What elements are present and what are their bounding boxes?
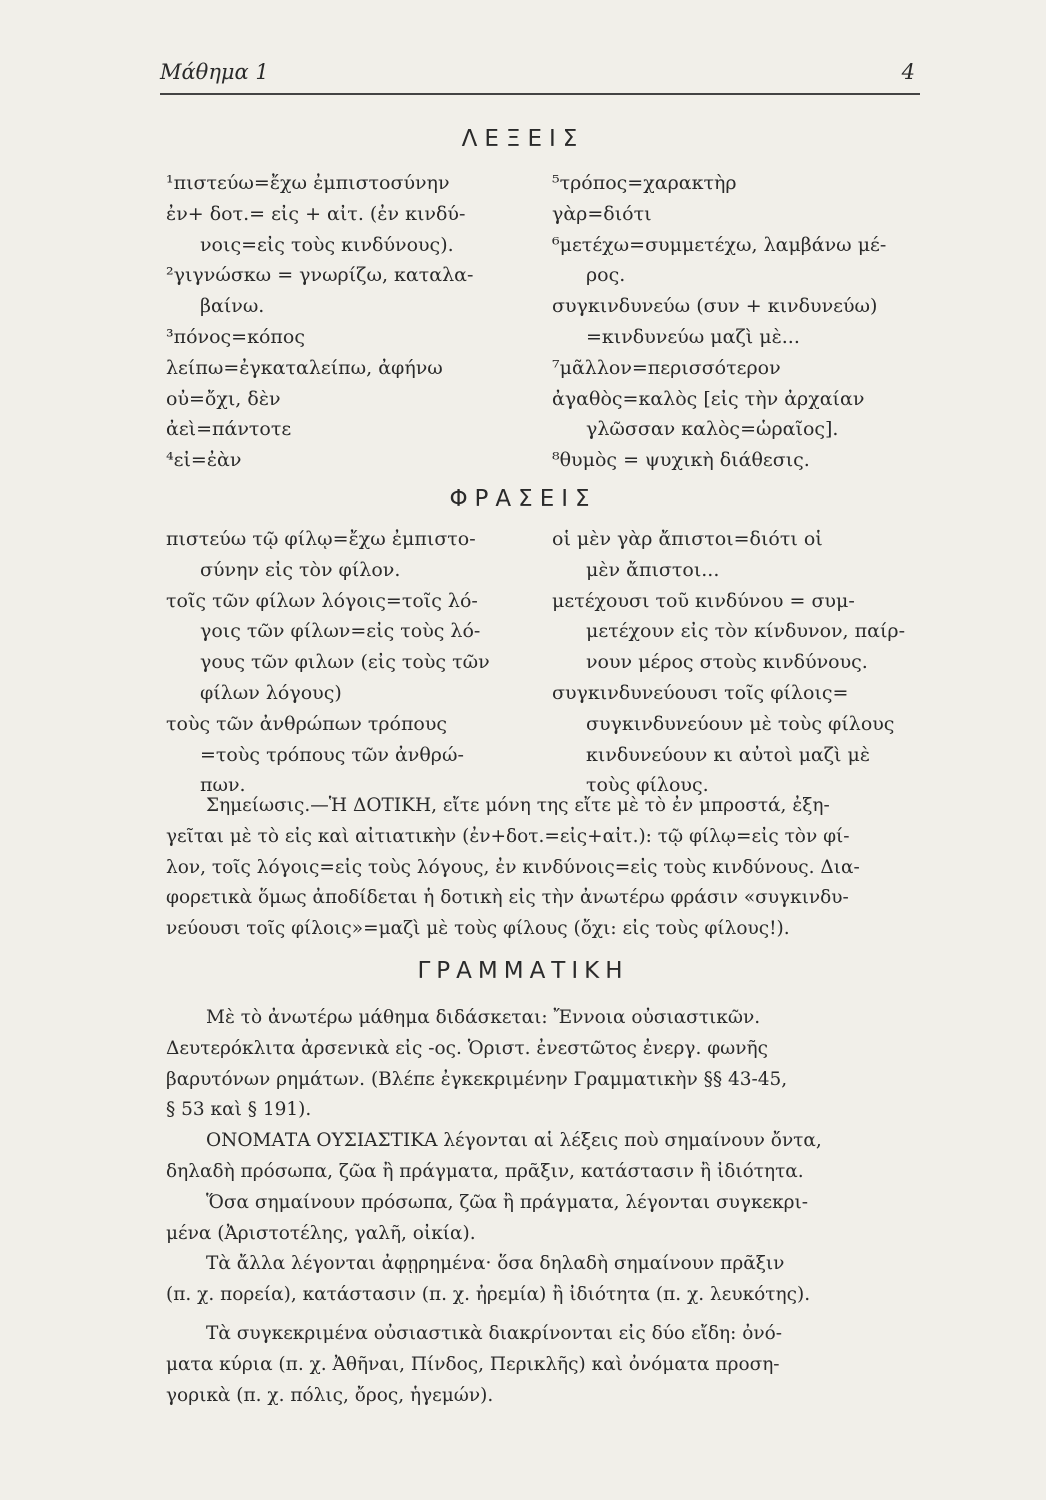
- page-number: 4: [901, 60, 915, 84]
- grammar-line: Ὅσα σημαίνουν πρόσωπα, ζῶα ἢ πράγματα, λέγονται συγκεκρι-: [206, 1191, 809, 1213]
- fraseis-entry-line: μετέχουσι τοῦ κινδύνου = συμ-: [552, 589, 855, 612]
- fraseis-left-column: [166, 524, 536, 801]
- fraseis-heading: ΦΡΑΣΕΙΣ: [449, 486, 597, 512]
- lexeis-entry-line: ἐν+ δοτ.= εἰς + αἰτ. (ἐν κινδύ-: [166, 202, 466, 225]
- lexeis-entry-line: γλῶσσαν καλὸς=ὡραῖος].: [586, 418, 839, 441]
- header-rule: [160, 93, 920, 95]
- fraseis-entry-line: οἱ μὲν γὰρ ἄπιστοι=διότι οἱ: [552, 528, 823, 550]
- grammar-line: Τὰ συγκεκριμένα οὐσιαστικὰ διακρίνονται εἰς δύο εἴδη: ὀνό-: [206, 1322, 783, 1344]
- fraseis-entry-line: γοις τῶν φίλων=εἰς τοὺς λό-: [200, 620, 481, 643]
- fraseis-entry-line: φίλων λόγους): [200, 681, 342, 704]
- grammar-line: Τὰ ἄλλα λέγονται ἀφῃρημένα· ὅσα δηλαδὴ σημαίνουν πρᾶξιν: [206, 1253, 785, 1275]
- lexeis-entry-line: συγκινδυνεύω (συν + κινδυνεύω): [552, 295, 878, 318]
- lexeis-entry-line: ἀγαθὸς=καλὸς [εἰς τὴν ἀρχαίαν: [552, 387, 865, 410]
- fraseis-entry-line: μετέχουν εἰς τὸν κίνδυνον, παίρ-: [586, 620, 905, 643]
- lexeis-entry-line: =κινδυνεύω μαζὶ μὲ...: [586, 325, 800, 348]
- lexeis-right-column: [552, 168, 932, 476]
- lexeis-entry-line: ⁷μᾶλλον=περισσότερον: [552, 356, 781, 379]
- lexeis-entry-line: ρος.: [586, 264, 626, 287]
- fraseis-entry-line: νουν μέρος στοὺς κινδύνους.: [586, 651, 868, 674]
- fraseis-entry-line: μὲν ἄπιστοι...: [586, 558, 720, 581]
- fraseis-entry-line: σύνην εἰς τὸν φίλον.: [200, 558, 401, 581]
- lexeis-entry-line: ¹πιστεύω=ἔχω ἐμπιστοσύνην: [166, 172, 450, 194]
- lexeis-entry-line: νοις=εἰς τοὺς κινδύνους).: [200, 233, 454, 256]
- grammatiki-body: [166, 1003, 926, 1411]
- paragraph-gap: [166, 1311, 926, 1319]
- grammar-line: (π. χ. πορεία), κατάστασιν (π. χ. ἠρεμία) ἢ ἰδιότητα (π. χ. λευκότης).: [166, 1284, 811, 1306]
- grammar-line: ΟΝΟΜΑΤΑ ΟΥΣΙΑΣΤΙΚΑ λέγονται αἱ λέξεις ποὺ σημαίνουν ὄντα,: [206, 1130, 822, 1152]
- fraseis-entry-line: γους τῶν φιλων (εἰς τοὺς τῶν: [200, 651, 490, 674]
- grammar-line: γορικὰ (π. χ. πόλις, ὄρος, ἡγεμών).: [166, 1384, 494, 1406]
- grammatiki-heading: ΓΡΑΜΜΑΤΙΚΗ: [417, 958, 629, 984]
- lexeis-heading: ΛΕΞΕΙΣ: [461, 126, 585, 152]
- lexeis-entry-line: βαίνω.: [200, 295, 265, 318]
- page-header: [160, 60, 915, 94]
- lexeis-entry-line: ⁴εἰ=ἐὰν: [166, 449, 242, 472]
- fraseis-entry-line: τοὺς τῶν ἀνθρώπων τρόπους: [166, 712, 448, 735]
- fraseis-entry-line: συγκινδυνεύουν μὲ τοὺς φίλους: [586, 712, 895, 735]
- lexeis-entry-line: λείπω=ἐγκαταλείπω, ἀφήνω: [166, 356, 443, 379]
- fraseis-right-column: [552, 524, 932, 801]
- lesson-title: Μάθημα 1: [160, 60, 269, 84]
- lexeis-entry-line: ³πόνος=κόπος: [166, 325, 305, 348]
- fraseis-entry-line: πων.: [200, 774, 246, 797]
- note-line: νεύουσι τοῖς φίλοις»=μαζὶ μὲ τοὺς φίλους (ὄχι: εἰς τοὺς φίλους!).: [166, 918, 790, 940]
- note-line: λον, τοῖς λόγοις=εἰς τοὺς λόγους, ἐν κινδύνοις=εἰς τοὺς κινδύνους. Δια-: [166, 856, 860, 878]
- fraseis-entry-line: =τοὺς τρόπους τῶν ἀνθρώ-: [200, 743, 464, 766]
- fraseis-entry-line: πιστεύω τῷ φίλῳ=ἔχω ἐμπιστο-: [166, 528, 476, 550]
- grammar-line: Μὲ τὸ ἀνωτέρω μάθημα διδάσκεται: Ἔννοια οὐσιαστικῶν.: [206, 1007, 761, 1028]
- grammar-line: ματα κύρια (π. χ. Ἀθῆναι, Πίνδος, Περικλῆς) καὶ ὀνόματα προση-: [166, 1353, 780, 1375]
- note-line: γεῖται μὲ τὸ εἰς καὶ αἰτιατικὴν (ἐν+δοτ.=εἰς+αἰτ.): τῷ φίλῳ=εἰς τὸν φί-: [166, 825, 850, 847]
- fraseis-entry-line: κινδυνεύουν κι αὐτοὶ μαζὶ μὲ: [586, 743, 871, 766]
- note-line: Σημείωσις.—Ἡ ΔΟΤΙΚΗ, εἴτε μόνη της εἴτε μὲ τὸ ἐν μπροστά, ἐξη-: [206, 795, 830, 816]
- fraseis-entry-line: τοὺς φίλους.: [586, 774, 709, 797]
- lexeis-entry-line: γὰρ=διότι: [552, 202, 652, 225]
- note-paragraph: [166, 791, 926, 945]
- lexeis-entry-line: ⁸θυμὸς = ψυχικὴ διάθεσις.: [552, 449, 810, 472]
- lexeis-entry-line: ²γιγνώσκω = γνωρίζω, καταλα-: [166, 264, 474, 287]
- lexeis-entry-line: ⁶μετέχω=συμμετέχω, λαμβάνω μέ-: [552, 233, 887, 256]
- fraseis-entry-line: συγκινδυνεύουσι τοῖς φίλοις=: [552, 681, 849, 704]
- fraseis-entry-line: τοῖς τῶν φίλων λόγοις=τοῖς λό-: [166, 589, 478, 612]
- grammar-line: βαρυτόνων ρημάτων. (Βλέπε ἐγκεκριμένην Γραμματικὴν §§ 43-45,: [166, 1068, 788, 1090]
- note-line: φορετικὰ ὅμως ἀποδίδεται ἡ δοτικὴ εἰς τὴν ἀνωτέρω φράσιν «συγκινδυ-: [166, 887, 849, 909]
- grammar-line: μένα (Ἀριστοτέλης, γαλῆ, οἰκία).: [166, 1222, 476, 1244]
- grammar-line: Δευτερόκλιτα ἀρσενικὰ εἰς -ος. Ὁριστ. ἐνεστῶτος ἐνεργ. φωνῆς: [166, 1037, 768, 1059]
- lexeis-entry-line: ⁵τρόπος=χαρακτὴρ: [552, 172, 737, 194]
- lexeis-left-column: [166, 168, 526, 476]
- lexeis-entry-line: ἀεὶ=πάντοτε: [166, 418, 292, 441]
- grammar-line: δηλαδὴ πρόσωπα, ζῶα ἢ πράγματα, πρᾶξιν, κατάστασιν ἢ ἰδιότητα.: [166, 1160, 804, 1182]
- grammar-line: § 53 καὶ § 191).: [166, 1099, 312, 1121]
- lexeis-entry-line: οὐ=ὄχι, δὲν: [166, 387, 281, 410]
